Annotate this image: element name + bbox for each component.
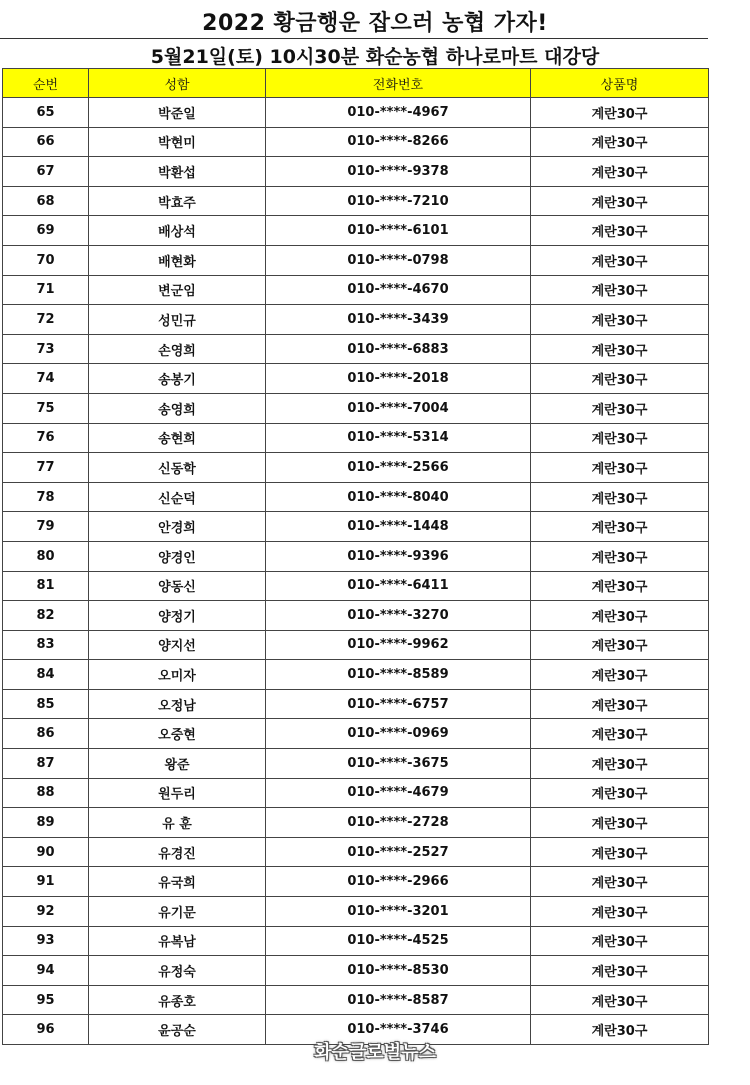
cell-prize: 계란30구 xyxy=(531,334,709,364)
cell-prize: 계란30구 xyxy=(531,601,709,631)
header-prize: 상품명 xyxy=(531,69,709,98)
cell-number: 67 xyxy=(3,157,89,187)
winners-table xyxy=(2,68,709,1045)
cell-prize: 계란30구 xyxy=(531,867,709,897)
cell-prize: 계란30구 xyxy=(531,512,709,542)
cell-prize: 계란30구 xyxy=(531,127,709,157)
cell-name: 양정기 xyxy=(89,601,266,631)
table-row xyxy=(3,571,709,601)
cell-prize: 계란30구 xyxy=(531,157,709,187)
table-row xyxy=(3,926,709,956)
table-row xyxy=(3,512,709,542)
header-name: 성함 xyxy=(89,69,266,98)
cell-prize: 계란30구 xyxy=(531,305,709,335)
cell-phone: 010-****-7210 xyxy=(266,186,531,216)
cell-number: 65 xyxy=(3,98,89,128)
cell-number: 85 xyxy=(3,689,89,719)
cell-number: 80 xyxy=(3,541,89,571)
table-row xyxy=(3,541,709,571)
cell-prize: 계란30구 xyxy=(531,186,709,216)
cell-name: 유종호 xyxy=(89,985,266,1015)
cell-prize: 계란30구 xyxy=(531,897,709,927)
cell-phone: 010-****-4525 xyxy=(266,926,531,956)
header-phone: 전화번호 xyxy=(266,69,531,98)
cell-name: 왕준 xyxy=(89,749,266,779)
cell-prize: 계란30구 xyxy=(531,837,709,867)
table-row xyxy=(3,956,709,986)
cell-prize: 계란30구 xyxy=(531,98,709,128)
cell-name: 박환섭 xyxy=(89,157,266,187)
cell-number: 83 xyxy=(3,630,89,660)
table-row xyxy=(3,897,709,927)
cell-phone: 010-****-4670 xyxy=(266,275,531,305)
table-row xyxy=(3,837,709,867)
cell-prize: 계란30구 xyxy=(531,926,709,956)
cell-prize: 계란30구 xyxy=(531,453,709,483)
cell-phone: 010-****-2527 xyxy=(266,837,531,867)
cell-number: 84 xyxy=(3,660,89,690)
cell-name: 손영희 xyxy=(89,334,266,364)
cell-phone: 010-****-2566 xyxy=(266,453,531,483)
cell-number: 89 xyxy=(3,808,89,838)
cell-phone: 010-****-6411 xyxy=(266,571,531,601)
cell-prize: 계란30구 xyxy=(531,719,709,749)
cell-number: 69 xyxy=(3,216,89,246)
table-row xyxy=(3,453,709,483)
cell-name: 송현희 xyxy=(89,423,266,453)
cell-phone: 010-****-2728 xyxy=(266,808,531,838)
cell-name: 성민규 xyxy=(89,305,266,335)
table-row xyxy=(3,393,709,423)
cell-number: 73 xyxy=(3,334,89,364)
cell-number: 77 xyxy=(3,453,89,483)
cell-name: 변군임 xyxy=(89,275,266,305)
cell-number: 81 xyxy=(3,571,89,601)
cell-prize: 계란30구 xyxy=(531,423,709,453)
cell-prize: 계란30구 xyxy=(531,1015,709,1045)
cell-name: 박준일 xyxy=(89,98,266,128)
cell-phone: 010-****-0798 xyxy=(266,245,531,275)
cell-phone: 010-****-9962 xyxy=(266,630,531,660)
cell-number: 93 xyxy=(3,926,89,956)
cell-prize: 계란30구 xyxy=(531,630,709,660)
cell-prize: 계란30구 xyxy=(531,808,709,838)
title-divider xyxy=(0,38,708,39)
cell-phone: 010-****-9378 xyxy=(266,157,531,187)
cell-prize: 계란30구 xyxy=(531,956,709,986)
cell-name: 오미자 xyxy=(89,660,266,690)
cell-number: 75 xyxy=(3,393,89,423)
cell-number: 82 xyxy=(3,601,89,631)
cell-prize: 계란30구 xyxy=(531,275,709,305)
cell-name: 양동신 xyxy=(89,571,266,601)
cell-name: 유국희 xyxy=(89,867,266,897)
cell-name: 유경진 xyxy=(89,837,266,867)
table-row xyxy=(3,245,709,275)
cell-phone: 010-****-3439 xyxy=(266,305,531,335)
cell-name: 배상석 xyxy=(89,216,266,246)
cell-name: 유기문 xyxy=(89,897,266,927)
cell-name: 원두리 xyxy=(89,778,266,808)
table-row xyxy=(3,305,709,335)
cell-phone: 010-****-8589 xyxy=(266,660,531,690)
cell-phone: 010-****-8587 xyxy=(266,985,531,1015)
table-row xyxy=(3,275,709,305)
cell-name: 유 훈 xyxy=(89,808,266,838)
table-row xyxy=(3,808,709,838)
cell-prize: 계란30구 xyxy=(531,216,709,246)
table-row xyxy=(3,719,709,749)
cell-number: 66 xyxy=(3,127,89,157)
cell-name: 안경희 xyxy=(89,512,266,542)
cell-prize: 계란30구 xyxy=(531,541,709,571)
cell-number: 79 xyxy=(3,512,89,542)
cell-phone: 010-****-2966 xyxy=(266,867,531,897)
cell-phone: 010-****-3201 xyxy=(266,897,531,927)
table-row xyxy=(3,601,709,631)
cell-name: 윤공순 xyxy=(89,1015,266,1045)
table-row xyxy=(3,157,709,187)
cell-phone: 010-****-3270 xyxy=(266,601,531,631)
cell-phone: 010-****-2018 xyxy=(266,364,531,394)
cell-prize: 계란30구 xyxy=(531,778,709,808)
cell-prize: 계란30구 xyxy=(531,985,709,1015)
table-row xyxy=(3,660,709,690)
cell-phone: 010-****-4679 xyxy=(266,778,531,808)
cell-number: 78 xyxy=(3,482,89,512)
cell-prize: 계란30구 xyxy=(531,245,709,275)
table-row xyxy=(3,186,709,216)
cell-name: 박현미 xyxy=(89,127,266,157)
table-row xyxy=(3,749,709,779)
cell-prize: 계란30구 xyxy=(531,393,709,423)
watermark: 화순글로벌뉴스 xyxy=(314,1042,436,1063)
cell-phone: 010-****-7004 xyxy=(266,393,531,423)
table-row xyxy=(3,778,709,808)
page-title: 2022 황금행운 잡으러 농협 가자! xyxy=(202,11,548,36)
table-header-row xyxy=(3,69,709,98)
cell-number: 70 xyxy=(3,245,89,275)
cell-phone: 010-****-3675 xyxy=(266,749,531,779)
table-row xyxy=(3,630,709,660)
cell-number: 96 xyxy=(3,1015,89,1045)
table-row xyxy=(3,985,709,1015)
cell-number: 92 xyxy=(3,897,89,927)
cell-prize: 계란30구 xyxy=(531,482,709,512)
cell-number: 88 xyxy=(3,778,89,808)
cell-name: 오중현 xyxy=(89,719,266,749)
cell-name: 유정숙 xyxy=(89,956,266,986)
cell-phone: 010-****-6757 xyxy=(266,689,531,719)
table-row xyxy=(3,689,709,719)
cell-phone: 010-****-4967 xyxy=(266,98,531,128)
table-row xyxy=(3,98,709,128)
cell-number: 74 xyxy=(3,364,89,394)
cell-number: 91 xyxy=(3,867,89,897)
cell-name: 신순덕 xyxy=(89,482,266,512)
cell-name: 신동학 xyxy=(89,453,266,483)
cell-name: 양지선 xyxy=(89,630,266,660)
cell-number: 95 xyxy=(3,985,89,1015)
table-row xyxy=(3,364,709,394)
cell-phone: 010-****-6883 xyxy=(266,334,531,364)
cell-name: 양경인 xyxy=(89,541,266,571)
cell-phone: 010-****-1448 xyxy=(266,512,531,542)
table-row xyxy=(3,334,709,364)
table-row xyxy=(3,127,709,157)
cell-phone: 010-****-6101 xyxy=(266,216,531,246)
cell-number: 72 xyxy=(3,305,89,335)
cell-number: 76 xyxy=(3,423,89,453)
cell-prize: 계란30구 xyxy=(531,364,709,394)
cell-number: 90 xyxy=(3,837,89,867)
cell-prize: 계란30구 xyxy=(531,571,709,601)
table-body xyxy=(3,98,709,1045)
cell-number: 68 xyxy=(3,186,89,216)
cell-name: 송봉기 xyxy=(89,364,266,394)
cell-phone: 010-****-0969 xyxy=(266,719,531,749)
cell-phone: 010-****-8266 xyxy=(266,127,531,157)
page-subtitle: 5월21일(토) 10시30분 화순농협 하나로마트 대강당 xyxy=(150,46,600,68)
cell-name: 오정남 xyxy=(89,689,266,719)
cell-prize: 계란30구 xyxy=(531,749,709,779)
cell-name: 박효주 xyxy=(89,186,266,216)
cell-phone: 010-****-3746 xyxy=(266,1015,531,1045)
table-row xyxy=(3,482,709,512)
cell-phone: 010-****-5314 xyxy=(266,423,531,453)
cell-number: 86 xyxy=(3,719,89,749)
cell-phone: 010-****-9396 xyxy=(266,541,531,571)
table-row xyxy=(3,216,709,246)
cell-number: 94 xyxy=(3,956,89,986)
cell-name: 유복남 xyxy=(89,926,266,956)
cell-name: 배현화 xyxy=(89,245,266,275)
cell-prize: 계란30구 xyxy=(531,660,709,690)
cell-phone: 010-****-8530 xyxy=(266,956,531,986)
cell-name: 송영희 xyxy=(89,393,266,423)
cell-prize: 계란30구 xyxy=(531,689,709,719)
table-row xyxy=(3,867,709,897)
cell-number: 71 xyxy=(3,275,89,305)
cell-number: 87 xyxy=(3,749,89,779)
cell-phone: 010-****-8040 xyxy=(266,482,531,512)
table-row xyxy=(3,423,709,453)
header-number: 순번 xyxy=(3,69,89,98)
